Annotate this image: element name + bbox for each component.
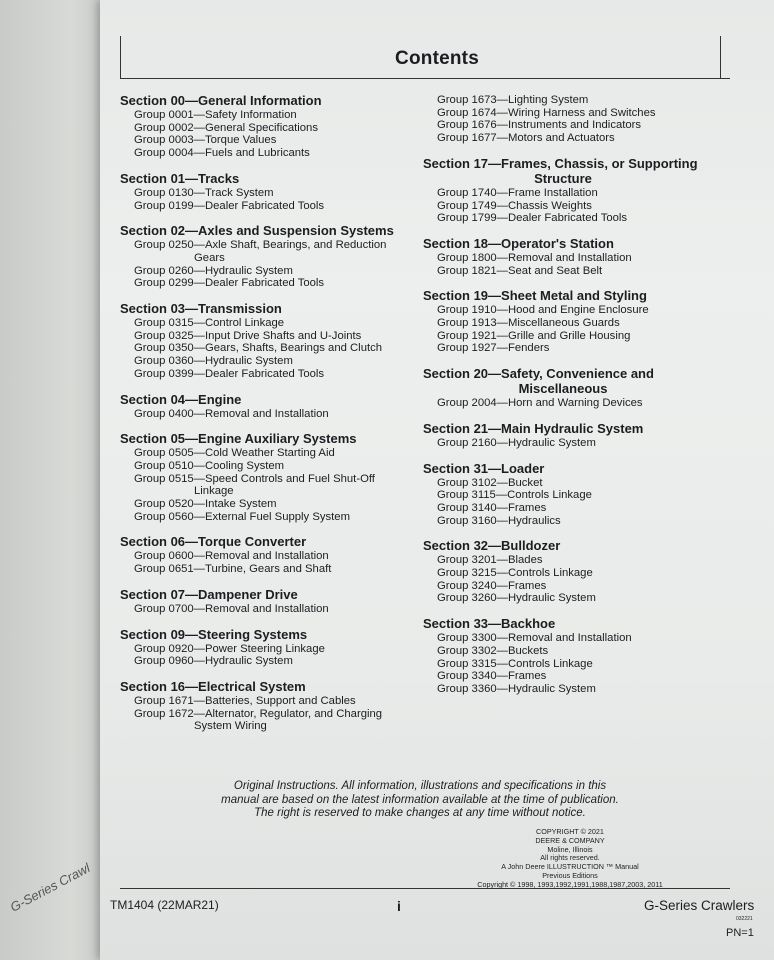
header-rule [120, 78, 730, 79]
group-entry: Group 3300—Removal and Installation [437, 632, 632, 645]
group-entry: Group 1676—Instruments and Indicators [437, 119, 642, 132]
group-entry: Group 1672—Alternator, Regulator, and Charging [134, 707, 383, 720]
group-entry: Group 3260—Hydraulic System [437, 592, 596, 605]
group-entry: Group 3140—Frames [437, 501, 547, 514]
group-entry: Group 3315—Controls Linkage [437, 657, 593, 670]
toc-section [120, 588, 420, 616]
section-title: Section 21—Main Hydraulic System [423, 420, 644, 436]
group-entry: Group 0001—Safety Information [134, 109, 297, 121]
toc-section [120, 94, 420, 160]
section-title: Section 20—Safety, Convenience and [423, 366, 654, 382]
underpage-text: G-Series Crawl [7, 860, 93, 915]
group-entry: Group 0350—Gears, Shafts, Bearings and Clutch [134, 342, 383, 355]
group-entry: Group 0250—Axle Shaft, Bearings, and Reduction [134, 239, 387, 252]
group-entry: Group 0510—Cooling System [134, 459, 285, 472]
section-title: Section 04—Engine [120, 391, 242, 407]
group-entry: Group 1799—Dealer Fabricated Tools [437, 212, 628, 225]
group-entry: Group 0325—Input Drive Shafts and U-Joints [134, 329, 362, 342]
manual-number: TM1404 (22MAR21) [110, 898, 219, 912]
toc-section [120, 535, 420, 575]
group-entry: Group 0600—Removal and Installation [134, 550, 329, 563]
group-entry: Group 0960—Hydraulic System [134, 655, 293, 668]
group-entry: Group 0004—Fuels and Lubricants [134, 147, 310, 160]
page-title: Contents [395, 48, 479, 69]
group-entry: Group 0130—Track System [134, 186, 274, 199]
toc-section [423, 539, 723, 605]
group-entry: Group 0651—Turbine, Gears and Shaft [134, 563, 332, 576]
toc-section [423, 289, 723, 355]
section-title: Section 18—Operator's Station [423, 235, 614, 251]
group-entry: Group 0560—External Fuel Supply System [134, 510, 351, 523]
toc-section [120, 680, 420, 733]
toc-section [120, 302, 420, 381]
group-entry: Group 3302—Buckets [437, 644, 549, 657]
copyright-line: Previous Editions [542, 870, 598, 880]
group-entry: Group 0360—Hydraulic System [134, 355, 293, 368]
group-entry: Group 1921—Grille and Grille Housing [437, 329, 631, 342]
toc-section [423, 422, 723, 450]
group-entry: Group 1910—Hood and Engine Enclosure [437, 304, 649, 317]
toc-section [423, 462, 723, 528]
copyright-line: DEERE & COMPANY [535, 835, 605, 845]
section-title: Section 06—Torque Converter [120, 534, 307, 550]
toc-section [120, 628, 420, 668]
group-entry: Group 3201—Blades [437, 554, 543, 567]
instructions-line: manual are based on the latest information available at the time of publication. [221, 793, 619, 806]
group-entry: Group 3115—Controls Linkage [437, 489, 592, 502]
footer-rule [120, 888, 730, 889]
toc-section [120, 172, 420, 212]
section-title: Section 00—General Information [120, 93, 322, 108]
section-title: Section 05—Engine Auxiliary Systems [120, 431, 357, 447]
group-entry: Group 0315—Control Linkage [134, 317, 285, 330]
section-title: Section 07—Dampener Drive [120, 586, 298, 602]
group-entry: Group 0260—Hydraulic System [134, 264, 293, 277]
section-title: Section 02—Axles and Suspension Systems [120, 223, 394, 239]
original-instructions-note [170, 780, 670, 821]
toc-section [120, 432, 420, 523]
group-entry: Group 0515—Speed Controls and Fuel Shut-Off [134, 472, 375, 485]
instructions-line: The right is reserved to make changes at any time without notice. [254, 807, 586, 819]
group-entry: Group 1927—Fenders [437, 342, 550, 355]
section-title: Section 01—Tracks [120, 170, 240, 186]
section-title: Section 32—Bulldozer [423, 538, 561, 554]
group-entry: Group 0700—Removal and Installation [134, 602, 329, 615]
group-entry: Group 1677—Motors and Actuators [437, 132, 615, 145]
section-title: Section 16—Electrical System [120, 678, 306, 694]
toc-section [120, 224, 420, 290]
copyright-line: Copyright © 1998, 1993,1992,1991,1988,1987,2003, 2011 [477, 879, 663, 889]
pn-number: PN=1 [726, 927, 754, 939]
group-entry: Group 1913—Miscellaneous Guards [437, 317, 620, 330]
group-entry-continued: Linkage [194, 485, 234, 498]
section-title-continued: Structure [534, 170, 592, 186]
group-entry: Group 0299—Dealer Fabricated Tools [134, 277, 325, 290]
section-title: Section 17—Frames, Chassis, or Supporting [423, 155, 698, 171]
toc-section [423, 157, 723, 225]
group-entry: Group 3102—Bucket [437, 476, 543, 489]
group-entry: Group 3215—Controls Linkage [437, 567, 593, 580]
group-entry: Group 0520—Intake System [134, 498, 277, 511]
toc-section [423, 237, 723, 277]
toc-section [423, 617, 723, 696]
group-entry: Group 1674—Wiring Harness and Switches [437, 106, 656, 119]
copyright-line: COPYRIGHT © 2021 [536, 827, 604, 836]
copyright-line: A John Deere ILLUSTRUCTION ™ Manual [501, 862, 639, 872]
group-entry: Group 1749—Chassis Weights [437, 199, 592, 212]
group-entry: Group 1740—Frame Installation [437, 186, 598, 199]
group-entry: Group 0199—Dealer Fabricated Tools [134, 199, 325, 212]
group-entry-continued: System Wiring [194, 720, 267, 733]
section-title: Section 33—Backhoe [423, 616, 556, 632]
group-entry: Group 0920—Power Steering Linkage [134, 642, 325, 655]
group-entry: Group 1821—Seat and Seat Belt [437, 264, 603, 277]
group-entry: Group 0002—General Specifications [134, 121, 318, 134]
left-column [120, 94, 420, 745]
section-title: Section 19—Sheet Metal and Styling [423, 288, 647, 304]
group-entry: Group 0399—Dealer Fabricated Tools [134, 367, 325, 380]
section-title: Section 03—Transmission [120, 301, 282, 317]
group-entry: Group 3340—Frames [437, 670, 547, 683]
group-entry: Group 2004—Horn and Warning Devices [437, 397, 643, 410]
section-title: Section 09—Steering Systems [120, 626, 308, 642]
group-entry: Group 0400—Removal and Installation [134, 407, 329, 420]
group-entry: Group 0505—Cold Weather Starting Aid [134, 447, 335, 460]
instructions-line: Original Instructions. All information, illustrations and specifications in this [233, 780, 607, 792]
date-code: 032221 [736, 916, 753, 922]
copyright-line: All rights reserved. [540, 853, 600, 863]
section-title: Section 31—Loader [423, 460, 545, 476]
group-entry: Group 3160—Hydraulics [437, 514, 561, 527]
group-entry: Group 1671—Batteries, Support and Cables [134, 694, 356, 707]
contents-page [100, 0, 774, 960]
toc-section [423, 367, 723, 410]
group-entry: Group 1673—Lighting System [437, 94, 589, 106]
section-title-continued: Miscellaneous [518, 381, 608, 397]
right-column [423, 94, 723, 708]
group-entry: Group 0003—Torque Values [134, 134, 277, 147]
group-entry: Group 3360—Hydraulic System [437, 682, 596, 695]
group-entry: Group 3240—Frames [437, 579, 547, 592]
group-entry: Group 1800—Removal and Installation [437, 251, 632, 264]
group-entry-continued: Gears [194, 251, 225, 264]
toc-section [120, 393, 420, 421]
group-entry: Group 2160—Hydraulic System [437, 436, 596, 449]
copyright-line: Moline, Illinois [547, 844, 593, 854]
toc-section-continued [423, 94, 723, 145]
manual-title: G-Series Crawlers [644, 898, 755, 913]
copyright-block [470, 828, 670, 890]
page-number: i [397, 898, 401, 914]
